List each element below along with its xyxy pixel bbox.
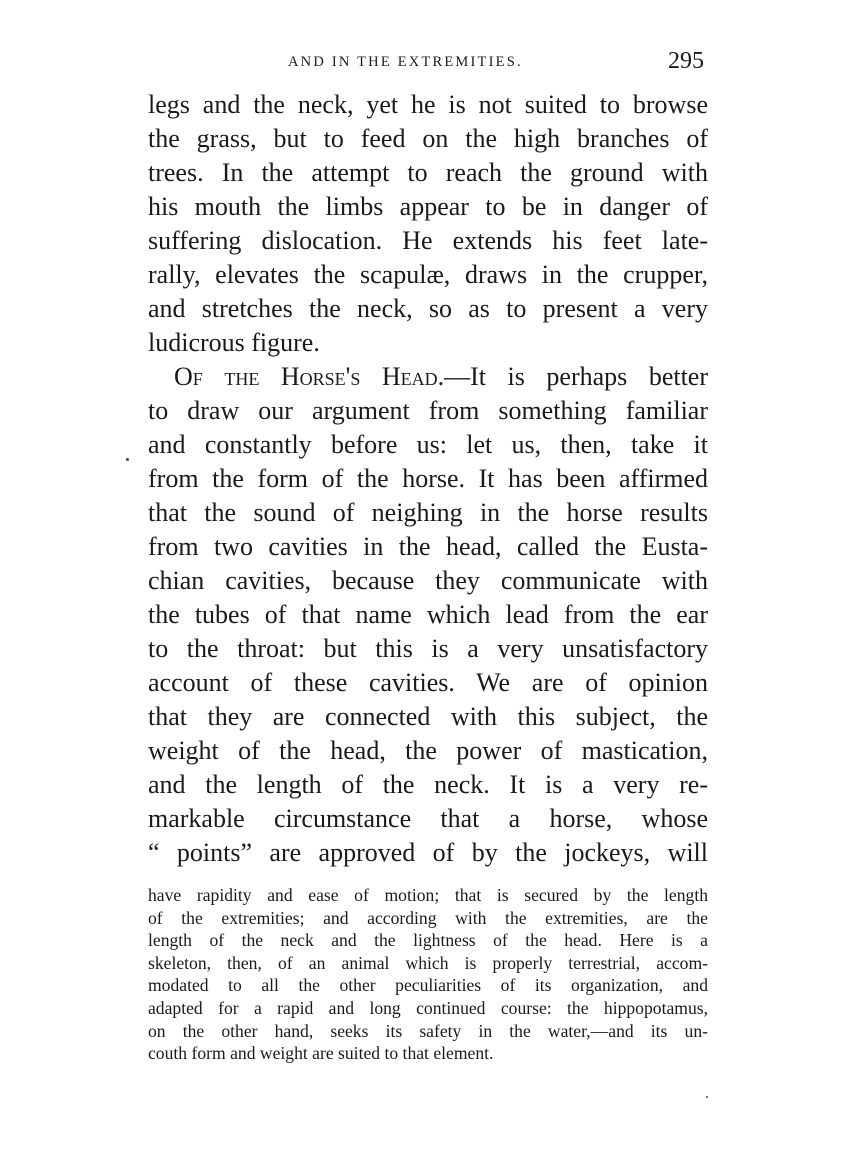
text-line: account of these cavities. We are of opinion <box>148 668 708 697</box>
text-line: rally, elevates the scapulæ, draws in the crupper, <box>148 260 708 289</box>
text-line: suffering dislocation. He extends his feet late- <box>148 226 708 255</box>
footer-line: modated to all the other peculiarities of its organization, and <box>148 975 708 996</box>
text-line: trees. In the attempt to reach the ground with <box>148 158 708 187</box>
text-line: from two cavities in the head, called the Eusta- <box>148 532 708 561</box>
text-line: “ points” are approved of by the jockeys, will <box>148 838 708 867</box>
footer-line: adapted for a rapid and long continued course: the hippopotamus, <box>148 997 708 1018</box>
text-line: and stretches the neck, so as to present a very <box>148 294 708 323</box>
paragraph-giraffe <box>148 88 708 360</box>
footer-line: have rapidity and ease of motion; that is secured by the length <box>148 885 708 905</box>
section-heading: Of the Horse's Head. <box>174 362 445 391</box>
text-line: his mouth the limbs appear to be in danger of <box>148 192 708 221</box>
text-line: and constantly before us: let us, then, take it <box>148 430 708 459</box>
main-text <box>148 88 708 870</box>
text-line: the tubes of that name which lead from the ear <box>148 600 708 629</box>
text-line: from the form of the horse. It has been affirmed <box>148 464 708 493</box>
text-line: legs and the neck, yet he is not suited to browse <box>148 90 708 119</box>
page-number: 295 <box>668 48 704 74</box>
footer-line: couth form and weight are suited to that element. <box>148 1043 494 1064</box>
text-line <box>148 360 708 394</box>
heading-line-rest: —It is perhaps better <box>444 362 709 391</box>
footer-line: skeleton, then, of an animal which is properly terrestrial, accom- <box>148 952 708 973</box>
text-line: to the throat: but this is a very unsatisfactory <box>148 634 708 663</box>
ink-speck <box>126 458 129 461</box>
text-line: the grass, but to feed on the high branches of <box>148 124 708 153</box>
text-line: that the sound of neighing in the horse results <box>148 498 708 527</box>
footer-paragraph <box>148 884 708 1065</box>
footer-line: of the extremities; and according with the extremities, are the <box>148 907 708 928</box>
running-head: AND IN THE EXTREMITIES. <box>288 54 523 70</box>
ink-speck <box>706 1096 708 1098</box>
text-line: weight of the head, the power of mastication, <box>148 736 708 765</box>
text-line: ludicrous figure. <box>148 328 320 357</box>
text-line: to draw our argument from something familiar <box>148 396 708 425</box>
text-line: and the length of the neck. It is a very re- <box>148 770 708 799</box>
text-line: that they are connected with this subject, the <box>148 702 708 731</box>
text-line: markable circumstance that a horse, whose <box>148 804 708 833</box>
text-line: chian cavities, because they communicate with <box>148 566 708 595</box>
page-header <box>148 48 708 76</box>
footer-line: on the other hand, seeks its safety in the water,—and its un- <box>148 1020 708 1041</box>
paragraph-horse-head <box>148 360 708 870</box>
footer-line: length of the neck and the lightness of the head. Here is a <box>148 930 708 951</box>
